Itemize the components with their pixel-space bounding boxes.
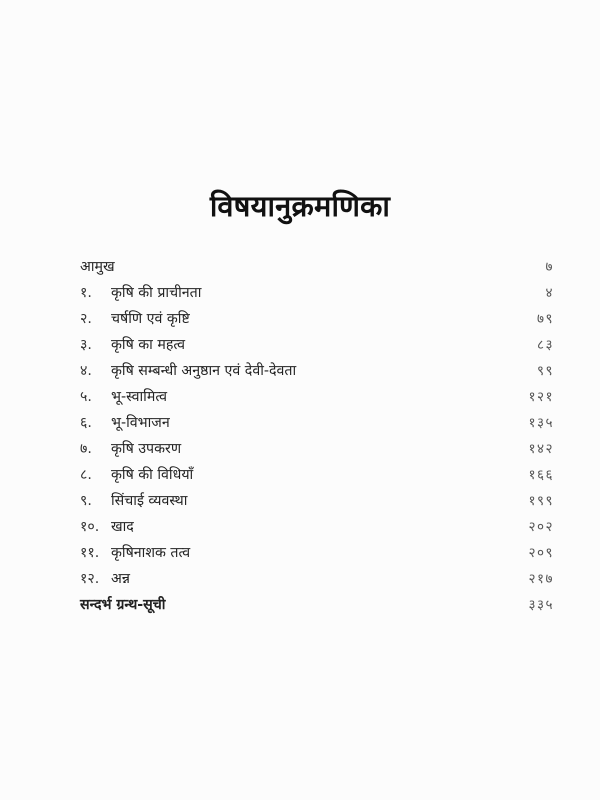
toc-entry-number: ५. (80, 389, 92, 405)
toc-entry-number: १. (80, 285, 92, 301)
toc-entry-title: आमुख (80, 259, 115, 275)
toc-entry-title: कृषिनाशक तत्व (111, 545, 191, 561)
toc-entry-number: ८. (80, 467, 92, 483)
toc-entry-page: ७९ (536, 311, 554, 327)
toc-entry-title: कृषि का महत्व (111, 337, 186, 353)
toc-entry-2 (80, 306, 574, 332)
toc-entry-page: १२१ (528, 389, 554, 405)
toc-entry-1 (80, 280, 574, 306)
toc-entry-title: खाद (111, 519, 134, 535)
table-of-contents (80, 254, 574, 618)
toc-entry-number: १२. (80, 571, 100, 587)
toc-entry-number: १०. (80, 519, 100, 535)
toc-entry-page: २०२ (528, 519, 554, 535)
toc-entry-page: ८३ (536, 337, 554, 353)
toc-entry-8 (80, 462, 574, 488)
toc-entry-page: १९९ (528, 493, 554, 509)
toc-entry-number: ९. (80, 493, 92, 509)
toc-entry-number: ६. (80, 415, 92, 431)
toc-entry-page: ७ (545, 259, 554, 275)
toc-entry-page: ४ (545, 285, 554, 301)
toc-entry-9 (80, 488, 574, 514)
toc-entry-title: कृषि सम्बन्धी अनुष्ठान एवं देवी-देवता (111, 363, 297, 379)
toc-entry-number: ४. (80, 363, 92, 379)
toc-entry-title: अन्न (111, 571, 130, 587)
toc-entry-page: १६६ (528, 467, 554, 483)
toc-entry-number: २. (80, 311, 92, 327)
toc-entry-6 (80, 410, 574, 436)
page-title: विषयानुक्रमणिका (209, 189, 391, 223)
toc-entry-number: ३. (80, 337, 92, 353)
toc-entry-12 (80, 566, 574, 592)
toc-entry-page: १३५ (528, 415, 554, 431)
toc-entry-4 (80, 358, 574, 384)
toc-entry-title: भू-स्वामित्व (111, 389, 167, 405)
toc-entry-3 (80, 332, 574, 358)
toc-entry-7 (80, 436, 574, 462)
toc-entry-page: १४२ (528, 441, 554, 457)
toc-entry-title: चर्षणि एवं कृष्टि (111, 311, 190, 327)
toc-entry-page: २०९ (528, 545, 554, 561)
toc-entry-5 (80, 384, 574, 410)
toc-entry-number: ११. (80, 545, 100, 561)
toc-entry-page: ९९ (536, 363, 554, 379)
toc-entry-title: कृषि की विधियाँ (111, 467, 194, 483)
toc-entry-number: ७. (80, 441, 92, 457)
toc-entry-title: कृषि की प्राचीनता (111, 285, 202, 301)
toc-entry-title: कृषि उपकरण (111, 441, 182, 457)
toc-entry-page: २१७ (528, 571, 554, 587)
toc-entry-title: सिंचाई व्यवस्था (111, 493, 188, 509)
toc-entry-preface (80, 254, 574, 280)
toc-entry-page: ३३५ (528, 597, 554, 613)
toc-entry-title: भू-विभाजन (111, 415, 170, 431)
toc-entry-11 (80, 540, 574, 566)
toc-entry-title: सन्दर्भ ग्रन्थ-सूची (80, 597, 166, 613)
toc-entry-bibliography (80, 592, 574, 618)
toc-entry-10 (80, 514, 574, 540)
